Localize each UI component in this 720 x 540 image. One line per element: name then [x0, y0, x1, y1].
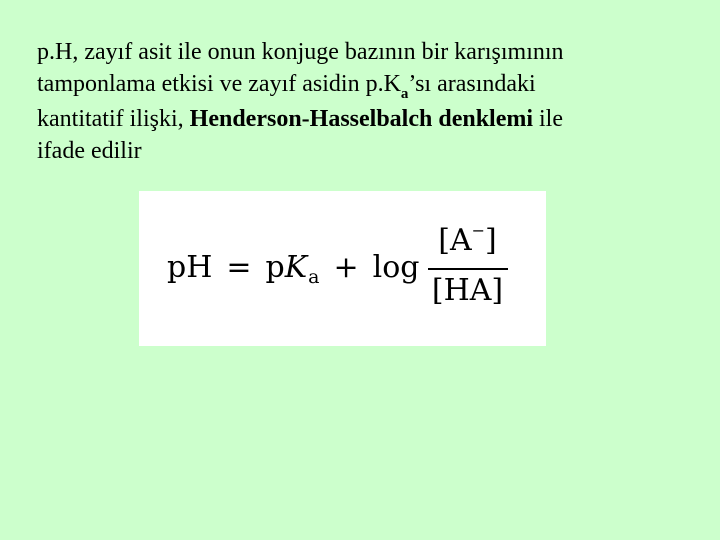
text-line-2-end: ’sı arasındaki	[408, 71, 536, 97]
equation-image	[139, 191, 546, 346]
eq-numerator-sup: −	[471, 221, 486, 240]
text-line-3	[37, 103, 697, 135]
henderson-hasselbalch-equation	[167, 221, 508, 313]
equation-name-bold: Henderson-Hasselbalch denklemi	[189, 106, 534, 132]
eq-numerator-open: [A	[438, 223, 472, 258]
text-line-2-start: tamponlama etkisi ve zayıf asidin p.K	[37, 71, 401, 97]
text-line-2	[37, 68, 697, 103]
text-line-1: p.H, zayıf asit ile onun konjuge bazının bir karışımının	[37, 39, 564, 65]
pka-subscript: a	[400, 86, 409, 102]
eq-plus: +	[333, 249, 359, 285]
eq-p: p	[265, 249, 285, 285]
eq-denominator: [HA]	[431, 273, 504, 308]
eq-numerator	[434, 221, 501, 268]
eq-numerator-close: ]	[485, 223, 497, 258]
eq-equals: =	[226, 249, 252, 285]
text-line-4: ifade edilir	[37, 138, 142, 164]
eq-log: log	[372, 249, 420, 285]
eq-k-subscript: a	[308, 266, 320, 288]
body-text	[37, 36, 697, 167]
eq-ph: pH	[167, 249, 213, 285]
eq-fraction	[428, 221, 508, 310]
text-line-3-start: kantitatif ilişki,	[37, 106, 190, 132]
eq-k: K	[284, 249, 308, 285]
text-line-3-end: ile	[533, 106, 564, 132]
